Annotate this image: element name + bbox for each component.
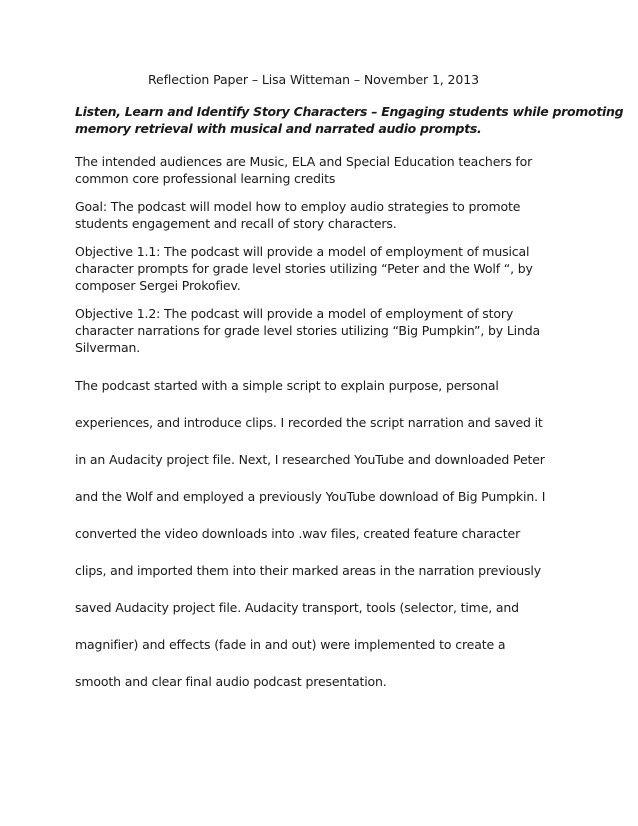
objective-2-line: character narrations for grade level stories utilizing “Big Pumpkin”, by Linda [75, 323, 541, 338]
body-line: clips, and imported them into their marked areas in the narration previously [75, 563, 541, 578]
goal-line: students engagement and recall of story characters. [75, 216, 397, 231]
title-line: memory retrieval with musical and narrated audio prompts. [75, 121, 482, 136]
audience-line: common core professional learning credits [75, 171, 336, 186]
objective-1-line: character prompts for grade level stories utilizing “Peter and the Wolf “, by [75, 261, 533, 276]
objective-1-line: Objective 1.1: The podcast will provide a model of employment of musical [75, 244, 530, 259]
audience-paragraph [75, 153, 575, 187]
objective-1-paragraph [75, 243, 575, 294]
body-line: and the Wolf and employed a previously YouTube download of Big Pumpkin. I [75, 489, 546, 504]
goal-paragraph [75, 198, 575, 232]
body-line: converted the video downloads into .wav files, created feature character [75, 526, 521, 541]
objective-2-line: Silverman. [75, 340, 141, 355]
header-line: Reflection Paper – Lisa Witteman – November 1, 2013 [148, 72, 479, 87]
objective-1-line: composer Sergei Prokofiev. [75, 278, 241, 293]
goal-line: Goal: The podcast will model how to employ audio strategies to promote [75, 199, 521, 214]
objective-2-paragraph [75, 305, 575, 356]
body-line: saved Audacity project file. Audacity transport, tools (selector, time, and [75, 600, 519, 615]
audience-line: The intended audiences are Music, ELA and Special Education teachers for [75, 154, 533, 169]
body-line: smooth and clear final audio podcast presentation. [75, 674, 387, 689]
body-line: experiences, and introduce clips. I recorded the script narration and saved it [75, 415, 543, 430]
body-line: magnifier) and effects (fade in and out) were implemented to create a [75, 637, 506, 652]
body-line: in an Audacity project file. Next, I researched YouTube and downloaded Peter [75, 452, 545, 467]
title-line: Listen, Learn and Identify Story Characters – Engaging students while promoting [75, 104, 624, 119]
body-paragraph [75, 377, 575, 710]
title-block [75, 103, 624, 137]
body-line: The podcast started with a simple script to explain purpose, personal [75, 378, 499, 393]
objective-2-line: Objective 1.2: The podcast will provide a model of employment of story [75, 306, 514, 321]
